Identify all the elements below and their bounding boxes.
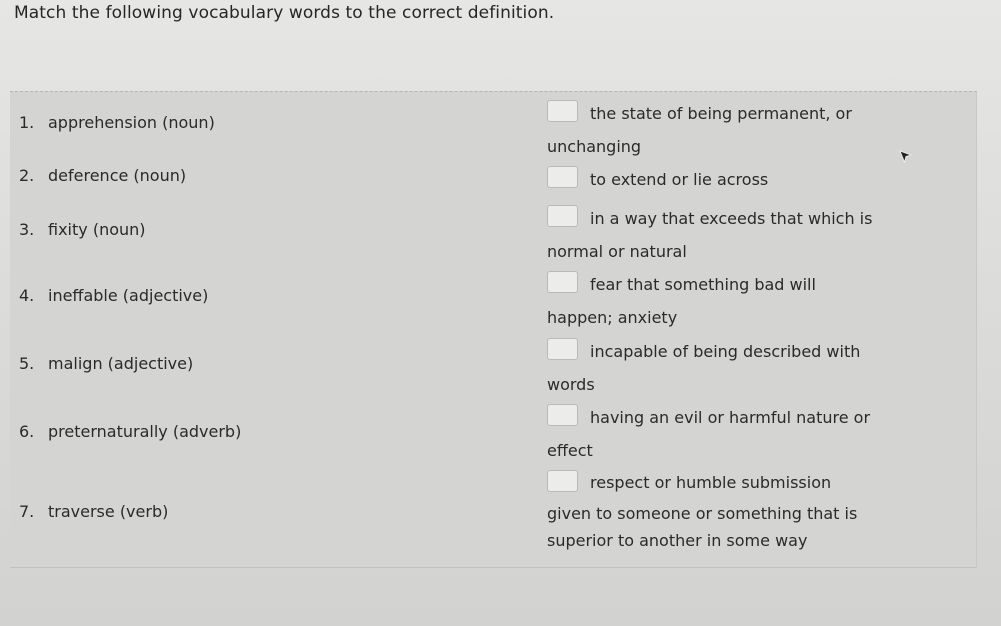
definition-checkbox[interactable] [547,100,578,122]
term-label: traverse (verb) [48,502,169,521]
definition-text-line: to extend or lie across [590,170,769,189]
term-item-7 [19,502,168,521]
definition-text-line: incapable of being described with [590,342,861,361]
term-label: fixity (noun) [48,220,146,239]
definition-checkbox[interactable] [547,470,578,492]
definition-text-line: the state of being permanent, or [590,104,852,123]
term-item-5 [19,354,193,373]
definition-checkbox[interactable] [547,404,578,426]
definition-text-line: words [547,375,595,394]
term-item-3 [19,220,146,239]
definition-item-2 [547,163,877,196]
definition-item-1 [547,97,877,163]
definition-text-line: in a way that exceeds that which is [590,209,873,228]
term-label: preternaturally (adverb) [48,422,242,441]
term-number: 6. [19,422,35,441]
definition-text-line: normal or natural [547,242,687,261]
definition-checkbox[interactable] [547,166,578,188]
term-number: 4. [19,286,35,305]
term-number: 1. [19,113,35,132]
term-item-4 [19,286,208,305]
definition-text-line: respect or humble submission [590,473,832,492]
definition-item-7 [547,467,877,556]
term-number: 7. [19,502,35,521]
instructions-text: Match the following vocabulary words to the correct definition. [14,3,555,23]
definition-text-line: unchanging [547,137,642,156]
definition-text-line: fear that something bad will [590,275,816,294]
term-label: apprehension (noun) [48,113,215,132]
term-number: 2. [19,166,35,185]
term-label: ineffable (adjective) [48,286,209,305]
definition-item-3 [547,202,877,268]
mouse-pointer-icon [899,150,913,164]
definition-text-line: having an evil or harmful nature or [590,408,871,427]
term-number: 5. [19,354,35,373]
definition-text-line: given to someone or something that is [547,504,858,523]
term-item-1 [19,113,215,132]
definition-item-5 [547,335,877,401]
definition-checkbox[interactable] [547,205,578,227]
definition-item-4 [547,268,877,334]
term-item-6 [19,422,241,441]
definition-checkbox[interactable] [547,271,578,293]
definition-checkbox[interactable] [547,338,578,360]
definition-text-line: superior to another in some way [547,531,808,550]
definition-text-line: happen; anxiety [547,308,678,327]
term-label: malign (adjective) [48,354,194,373]
definition-item-6 [547,401,877,467]
term-label: deference (noun) [48,166,187,185]
term-number: 3. [19,220,35,239]
term-item-2 [19,166,186,185]
definition-text-line: effect [547,441,593,460]
